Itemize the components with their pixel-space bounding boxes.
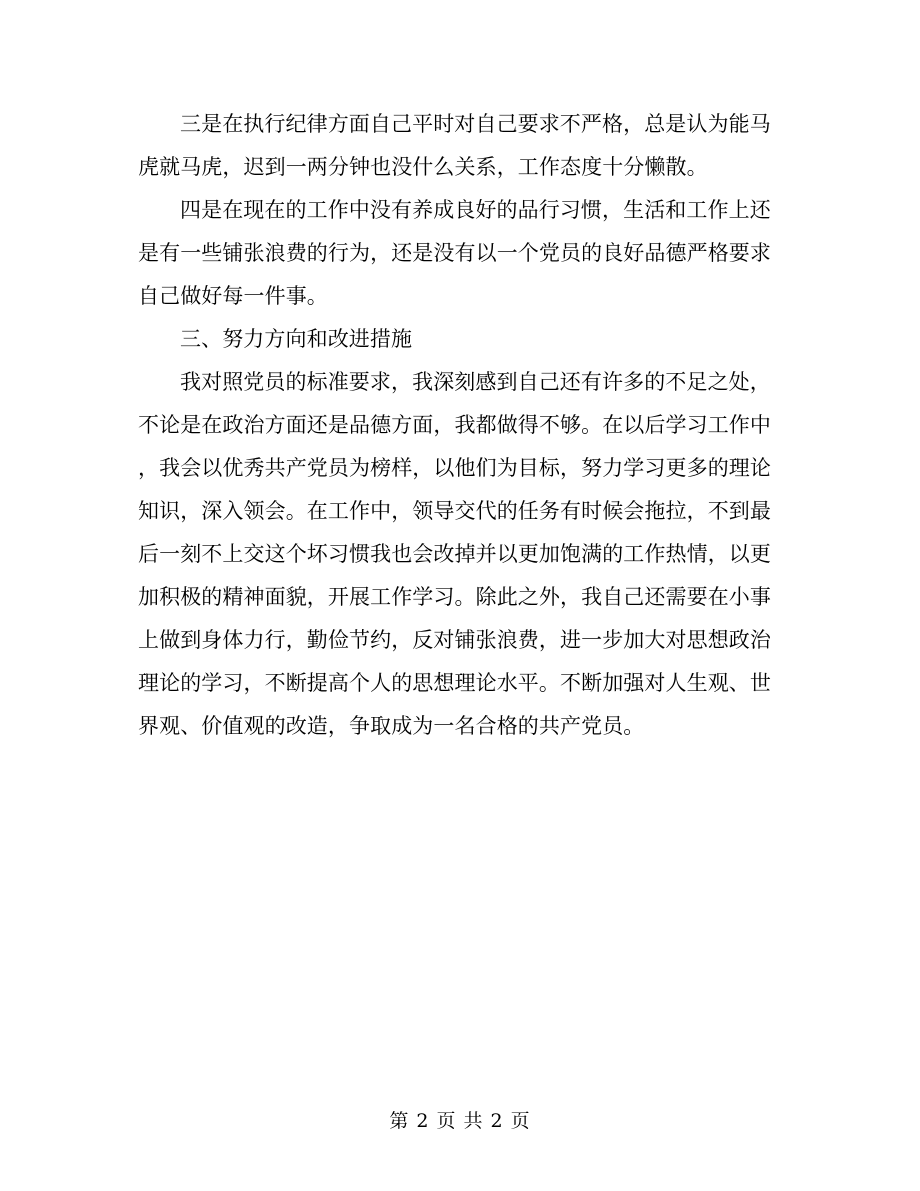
paragraph-line: ，我会以优秀共产党员为榜样，以他们为目标，努力学习更多的理论 bbox=[138, 456, 771, 480]
section-heading: 三、努力方向和改进措施 bbox=[180, 327, 413, 351]
document-body bbox=[138, 103, 783, 748]
paragraph-line: 四是在现在的工作中没有养成良好的品行习惯，生活和工作上还 bbox=[180, 198, 771, 222]
paragraph-line: 后一刻不上交这个坏习惯我也会改掉并以更加饱满的工作热情，以更 bbox=[138, 542, 771, 566]
page-number-footer: 第 2 页 共 2 页 bbox=[389, 1110, 531, 1132]
paragraph-line: 是有一些铺张浪费的行为，还是没有以一个党员的良好品德严格要求 bbox=[138, 241, 771, 265]
paragraph-line: 自己做好每一件事。 bbox=[138, 284, 328, 308]
paragraph-line: 知识，深入领会。在工作中，领导交代的任务有时候会拖拉，不到最 bbox=[138, 499, 771, 523]
paragraph-line: 三是在执行纪律方面自己平时对自己要求不严格，总是认为能马 bbox=[180, 112, 771, 136]
paragraph-line: 不论是在政治方面还是品德方面，我都做得不够。在以后学习工作中 bbox=[138, 413, 771, 437]
paragraph-line: 理论的学习，不断提高个人的思想理论水平。不断加强对人生观、世 bbox=[138, 671, 771, 695]
paragraph-line: 虎就马虎，迟到一两分钟也没什么关系，工作态度十分懒散。 bbox=[138, 155, 708, 179]
paragraph-line: 我对照党员的标准要求，我深刻感到自己还有许多的不足之处， bbox=[180, 370, 771, 394]
paragraph-line: 上做到身体力行，勤俭节约，反对铺张浪费，进一步加大对思想政治 bbox=[138, 628, 771, 652]
paragraph-line: 加积极的精神面貌，开展工作学习。除此之外，我自己还需要在小事 bbox=[138, 585, 771, 609]
paragraph-line: 界观、价值观的改造，争取成为一名合格的共产党员。 bbox=[138, 714, 645, 738]
